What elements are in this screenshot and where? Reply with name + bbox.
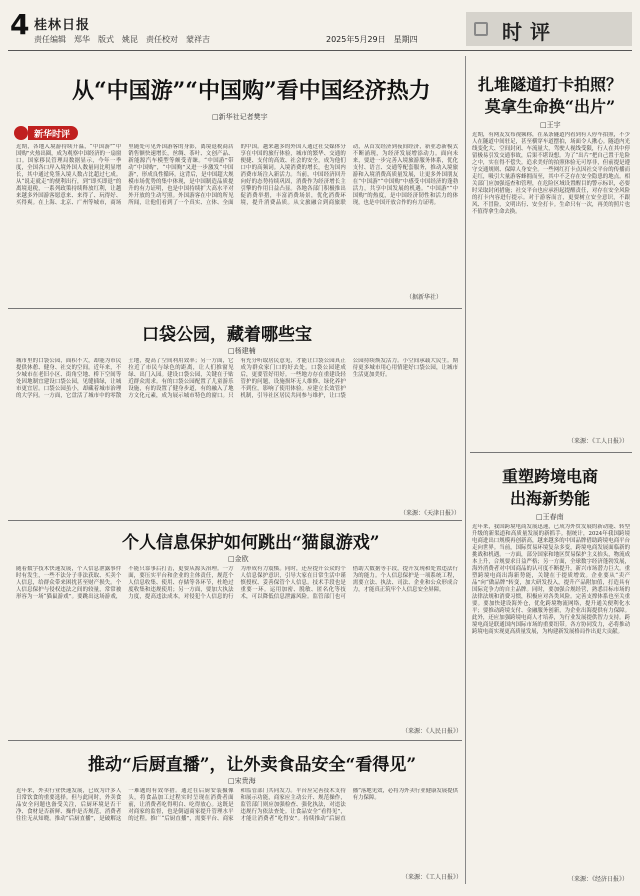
tunnel-body: 近期，有网友发布视频称，在某条隧道内看到有人停车拍照，不少人在隧道中间驻足，甚至横穿车道摆拍，场面令人揪心。隧道内光线变化大、空间封闭、车流量大，驾驶人视线受限，行人在其中停留极易引发交通事故，后果不堪设想。为了“出片”把自己置于危险之中，实在得不偿失。追求美好的拍照体验无可厚非，但前提是遵守交通规则、保障人身安全。一些网红打卡点因社交平台的传播而走红，吸引大量游客蜂拥而至，其中不乏存在安全隐患的地点。相关部门应加强巡查和管理，在危险区域设置醒目的警示标识，必要时采取封闭措施；社交平台也应承担起提醒责任，对存在安全风险的打卡内容进行提示。对于游客而言，更要树立安全意识，不跟风、不冒险，文明出行、安全打卡。生命只有一次，再美的照片也不值得拿生命去换。 <box>472 132 630 215</box>
section-mark-icon <box>474 22 488 36</box>
column-tag-label: 新华时评 <box>34 130 71 140</box>
kitchen-byline: □宋贵海 <box>228 777 256 785</box>
section-rule <box>8 308 462 309</box>
main-article-byline: □新华社记者樊宇 <box>212 113 268 121</box>
kitchen-title: 推动“后厨直播”，让外卖食品安全“看得见” <box>88 755 417 775</box>
paper-name: 桂林日报 <box>34 18 91 33</box>
pocket-park-byline: □杨建楠 <box>228 347 256 355</box>
column-tag <box>28 126 78 140</box>
crossborder-title-line2: 出海新势能 <box>509 489 590 508</box>
page-number: 4 <box>10 8 30 41</box>
main-article-title: 从“中国游”“中国购”看中国经济热力 <box>72 78 431 104</box>
privacy-source: （来源：《人民日报》） <box>402 728 463 735</box>
column-divider <box>465 56 466 884</box>
page-header <box>8 8 632 52</box>
section-rule <box>8 520 462 521</box>
tunnel-source: （来源：《工人日报》） <box>568 438 629 445</box>
section-band <box>466 12 632 46</box>
crossborder-body: 近年来，我国跨境电商发展迅速，已成为外贸发展的新动能、转型升级的新渠道和高质量发展的新抓手。据统计，2024年我国跨境电商进出口规模再创新高，越来越多的中国品牌借助跨境电商平台走向世界。当前，国际贸易环境复杂多变，跨境电商发展面临新的挑战和机遇。一方面，部分国家和地区贸易保护主义抬头，物流成本上升，合规要求日益严格；另一方面，全球数字经济蓬勃发展，海外消费者对中国商品的认可度不断提升，新兴市场潜力巨大。重塑跨境电商出海新势能，关键在于提质增效。企业要从“卖产品”向“做品牌”转变，加大研发投入，提升产品附加值，打造具有国际竞争力的自主品牌。同时，要加强合规经营，熟悉目标市场的法律法规和消费习惯，积极应对各类风险。完善支撑体系也至关重要。要加快建设海外仓，优化跨境物流网络，提升通关便利化水平；要推动跨境支付、金融服务创新，为企业出海提供有力保障。此外，还应加强跨境电商人才培养，为行业发展提供智力支持。跨境电商是联通国内国际市场的重要纽带。各方协同发力，必将推动跨境电商实现更高质量发展，为构建新发展格局作出更大贡献。 <box>472 524 630 635</box>
crossborder-source: （来源：《经济日报》） <box>568 876 629 883</box>
newspaper-page <box>8 8 632 888</box>
kitchen-body: 近年来，外卖行业快速发展，已成为许多人日常饮食的重要选择。但与此同时，外卖食品安全问题也备受关注，后厨环境是否干净、食材是否新鲜、操作是否规范，消费者往往无从知晓。推动“后厨直播”，是破解这一难题的有效举措。通过在后厨安装摄像头，将食品加工过程实时呈现在消费者面前，让消费者吃得明白、吃得放心。这既是对商家的监督，也是倒逼商家提升管理水平的过程。推广“后厨直播”，需要平台、商家和监管部门共同发力。平台应完善技术支持和展示功能，商家应主动公开、规范操作，监管部门则应加强检查、强化执法，对违法违规行为依法查处。让食品安全“看得见”，才能让消费者“吃得安”。持续推动“后厨直播”落地见效，必将为外卖行业健康发展提供有力保障。 <box>16 788 458 822</box>
section-rule <box>470 452 632 453</box>
header-rule <box>8 50 632 51</box>
privacy-byline: □金欧 <box>228 555 249 563</box>
crossborder-byline: □王春南 <box>536 513 564 521</box>
tag-dot-icon <box>14 126 28 140</box>
pocket-park-title: 口袋公园，藏着哪些宝 <box>142 325 312 345</box>
privacy-title: 个人信息保护如何跳出“猫鼠游戏” <box>122 533 380 553</box>
section-rule <box>8 740 462 741</box>
issue-date: 2025年5月29日 星期四 <box>326 35 418 44</box>
staff-line: 责任编辑 郑华 版式 姚昆 责任校对 蒙祥吉 <box>34 35 210 44</box>
tunnel-title-line1: 扎堆隧道打卡拍照？ <box>477 75 622 94</box>
pocket-park-body: 城市里的口袋公园，面积不大，却能为市民提供休憩、健身、社交的空间。近年来，不少城市在老旧小区、街角空地、桥下空间等处因地制宜建设口袋公园，见缝插绿，让城市更宜居。口袋公园虽小，却藏着城市治理的大学问。一方面，它盘活了城市中的零散土地，提高了空间利用效率；另一方面，它拉近了市民与绿色的距离，让人们推窗见绿、出门入园。建设口袋公园，关键在于贴近群众需求。有的口袋公园配置了儿童游乐设施，有的设置了健身步道，有的融入了地方文化元素，成为展示城市特色的窗口。只有充分听取居民意见，才能让口袋公园真正成为群众家门口的好去处。口袋公园建成后，更要管好用好。一些地方存在重建设轻管护的问题，设施损坏无人维修、绿化养护不到位，影响了使用体验。应建立长效管护机制，引导社区居民共同参与维护，让口袋公园持续焕发活力。小空间承载大民生。期待更多城市用心用情建好口袋公园，让城市生活更加美好。 <box>16 358 458 399</box>
crossborder-title-line1: 重塑跨境电商 <box>501 467 598 486</box>
kitchen-source: （来源：《工人日报》） <box>402 874 463 881</box>
tunnel-title-line2: 莫拿生命换“出片” <box>484 97 616 116</box>
section-title: 时评 <box>502 20 558 44</box>
pocket-park-source: （来源：《天津日报》） <box>400 510 461 517</box>
main-article-source: （据新华社） <box>406 294 443 301</box>
tunnel-byline: □王宇 <box>540 121 561 129</box>
main-article-body: 近期，各地入境游持续升温，“中国游”“中国购”火热出圈，成为观察中国经济的一扇窗口。国家移民管理局数据显示，今年一季度，全国各口岸入境外国人数量同比明显增长，其中通过免签入境人数占比超过七成。从“说走就走”的便利出行，到“即买即退”的离境退税，一系列政策持续释放红利，让越来越多外国游客愿意来、来得了、玩得好、买得爽。在上海、北京、广州等城市，商场里随处可见外国游客的身影，离境退税商店销售额快速增长，丝绸、茶叶、文创产品、新能源汽车模型等颇受青睐。“中国游”带动“中国购”，“中国购”又进一步激发“中国游”，形成良性循环。这背后，是中国超大规模市场优势的集中体现，是中国制造品质提升的有力证明，也是中国持续扩大高水平对外开放的生动写照。外国游客在中国的所见所闻，让他们看到了一个真实、立体、全面的中国。越来越多的外国人通过社交媒体分享在中国的旅行体验，城市的繁华、交通的便捷、支付的高效、社会的安全，成为他们口中的高频词。入境消费的增长，也为国内消费市场注入新活力。当前，中国经济回升向好的态势持续巩固，消费作为经济增长主引擎的作用日益凸显。各地各部门积极推出促消费举措，丰富消费场景，优化消费环境，提升消费品质。从文旅融合到商旅联动，从首发经济到夜间经济，新业态新模式不断涌现，为经济发展增添动力。面向未来，要进一步完善入境旅游服务体系，优化支付、语言、交通等配套服务，推动入境旅游和入境消费高质量发展，让更多外国朋友在“中国游”“中国购”中感受中国经济的蓬勃活力，共享中国发展的机遇。“中国游”“中国购”的热度，是中国经济韧性和活力的体现，也是中国开放合作的有力证明。 <box>16 144 458 206</box>
privacy-body: 随着数字技术快速发展，个人信息泄露事件时有发生，一些不法分子非法获取、买卖个人信息，给群众带来困扰甚至财产损失。个人信息保护与侵权违法之间的较量，常常被形容为一场“猫鼠游戏”。要跳出这场游戏，不能只靠事后打击，更要从源头治理。一方面，要压实平台和企业的主体责任，规范个人信息收集、使用、存储等各环节，杜绝过度收集和违规使用；另一方面，要加大执法力度，提高违法成本，对侵犯个人信息的行为形成有力震慑。同时，还应提升公众的个人信息保护意识，引导大家在日常生活中谨慎授权、妥善保管个人信息。技术手段也是重要一环。运用加密、脱敏、匿名化等技术，可以降低信息泄露风险。监管部门也可借助大数据等手段，提升发现和处置违法行为的能力。个人信息保护是一项系统工程，需要立法、执法、司法、企业和公众形成合力，才能真正筑牢个人信息安全屏障。 <box>16 566 458 600</box>
